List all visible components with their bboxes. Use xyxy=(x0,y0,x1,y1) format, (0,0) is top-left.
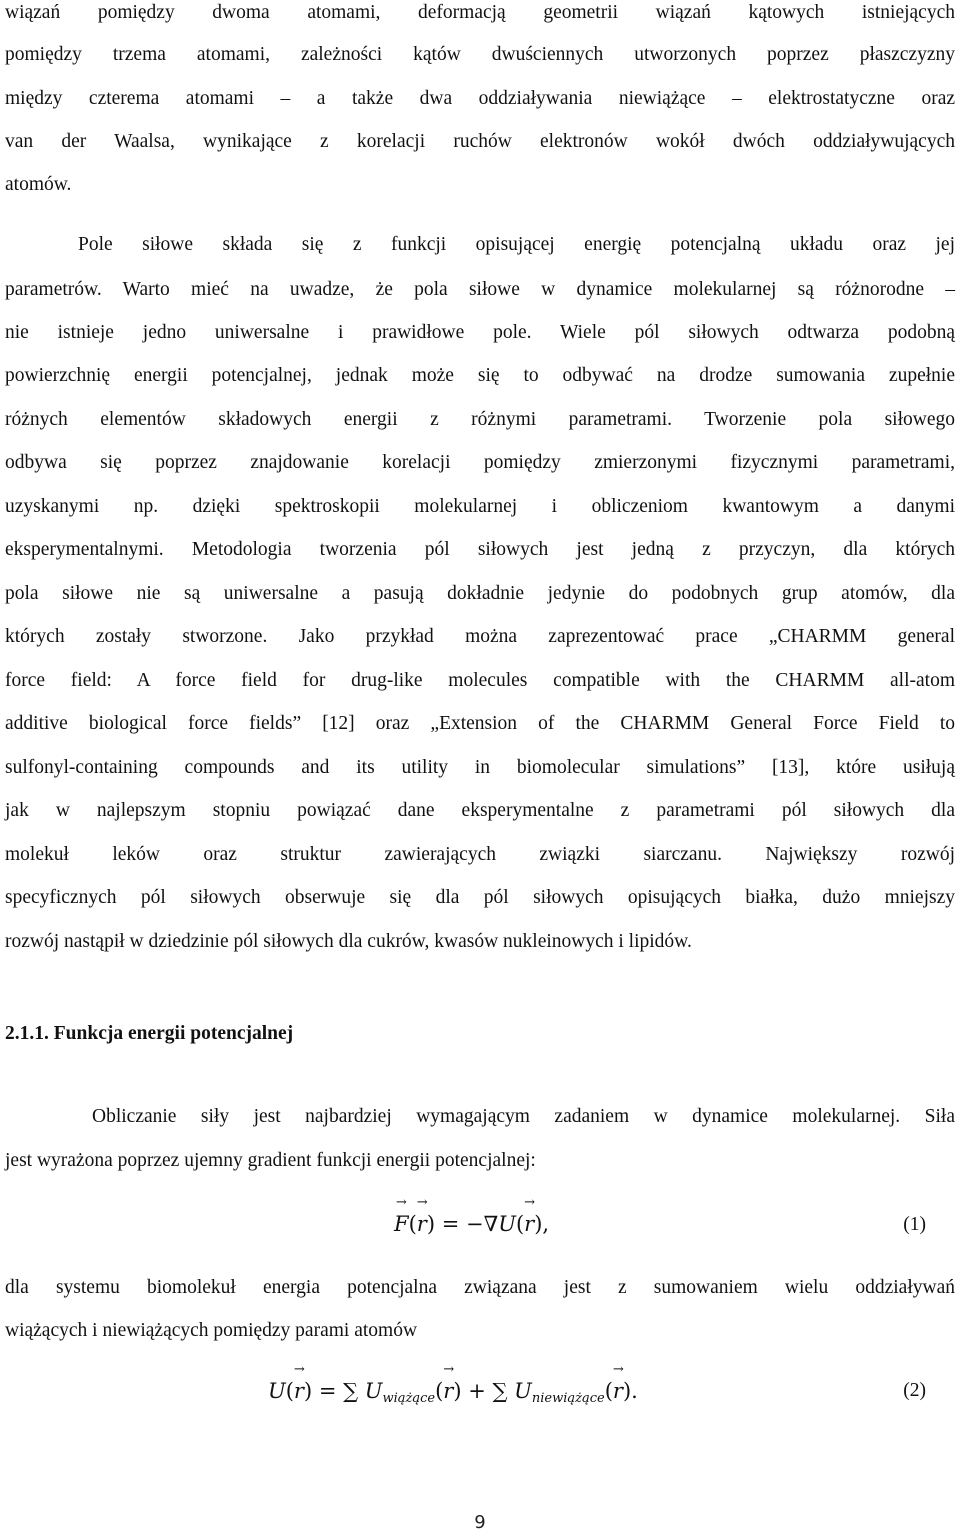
text-line: uzyskanymi np. dzięki spektroskopii molekularnej i obliczeniom kwantowym a danymi xyxy=(5,496,955,517)
nonbonded-subscript: niewiążące xyxy=(531,1391,605,1406)
text-line: atomów. xyxy=(5,174,72,195)
page-number: 9 xyxy=(474,1512,486,1533)
section-heading: 2.1.1. Funkcja energii potencjalnej xyxy=(5,1023,294,1044)
position-vector: → r xyxy=(524,1209,534,1239)
text-line: additive biological force fields” [12] oraz „Extension of the CHARMM General Force Field to xyxy=(5,713,955,734)
text-line: pola siłowe nie są uniwersalne a pasują dokładnie jedynie do podobnych grup atomów, dla xyxy=(5,583,955,604)
position-vector: → r xyxy=(294,1376,304,1406)
text-line: van der Waalsa, wynikające z korelacji ruchów elektronów wokół dwóch oddziaływujących xyxy=(5,131,955,152)
text-line: pomiędzy trzema atomami, zależności kątów dwuściennych utworzonych poprzez płaszczyzny xyxy=(5,44,955,65)
text-line: wiążących i niewiążących pomiędzy parami atomów xyxy=(5,1320,418,1341)
potential-symbol: U xyxy=(364,1379,383,1403)
text-line: nie istnieje jedno uniwersalne i prawidłowe pole. Wiele pól siłowych odtwarza podobną xyxy=(5,322,955,343)
text-line: rozwój nastąpił w dziedzinie pól siłowych dla cukrów, kwasów nukleinowych i lipidów. xyxy=(5,931,692,952)
equation-1: → F(→ r) = −∇U(→ r), xyxy=(394,1209,549,1239)
text-line: sulfonyl-containing compounds and its utility in biomolecular simulations” [13], które usiłują xyxy=(5,757,955,778)
equation-tail: ). xyxy=(622,1379,638,1403)
equation-tail: ), xyxy=(534,1212,550,1236)
position-vector: → r xyxy=(443,1376,453,1406)
text-line: Obliczanie siły jest najbardziej wymagającym zadaniem w dynamice molekularnej. Siła xyxy=(92,1106,955,1127)
text-line: specyficznych pól siłowych obserwuje się dla pól siłowych opisujących białka, dużo mniejszy xyxy=(5,887,955,908)
text-line: jest wyrażona poprzez ujemny gradient funkcji energii potencjalnej: xyxy=(5,1150,536,1171)
equation-number: (1) xyxy=(903,1214,926,1235)
equation-operator: ) = ∑ xyxy=(303,1379,365,1403)
potential-symbol: U xyxy=(268,1379,286,1403)
equation-number: (2) xyxy=(903,1380,926,1401)
text-line: Pole siłowe składa się z funkcji opisującej energię potencjalną układu oraz jej xyxy=(78,234,955,255)
text-line: powierzchnię energii potencjalnej, jednak może się to odbywać na drodze sumowania zupełnie xyxy=(5,365,955,386)
equation-operator: ) + ∑ xyxy=(453,1379,515,1403)
equation-operator: = −∇ xyxy=(441,1212,499,1236)
text-line: dla systemu biomolekuł energia potencjalna związana jest z sumowaniem wielu oddziaływań xyxy=(5,1277,955,1298)
position-vector: → r xyxy=(417,1209,427,1239)
text-line: odbywa się poprzez znajdowanie korelacji pomiędzy zmierzonymi fizycznymi parametrami, xyxy=(5,452,955,473)
position-vector: → r xyxy=(613,1376,623,1406)
text-line: wiązań pomiędzy dwoma atomami, deformacją geometrii wiązań kątowych istniejących xyxy=(5,2,955,23)
text-line: różnych elementów składowych energii z różnymi parametrami. Tworzenie pola siłowego xyxy=(5,409,955,430)
text-line: których zostały stworzone. Jako przykład można zaprezentować prace „CHARMM general xyxy=(5,626,955,647)
text-line: parametrów. Warto mieć na uwadze, że pola siłowe w dynamice molekularnej są różnorodne – xyxy=(5,279,955,300)
text-line: między czterema atomami – a także dwa oddziaływania niewiążące – elektrostatyczne oraz xyxy=(5,88,955,109)
equation-2: U(→ r) = ∑ $U_{wiążące}(\to r)$ + ∑ $U_{niewiążące}(\to r)$. xyxy=(268,1376,638,1414)
text-line: molekuł leków oraz struktur zawierających związki siarczanu. Największy rozwój xyxy=(5,844,955,865)
text-line: force field: A force field for drug-like molecules compatible with the CHARMM all-atom xyxy=(5,670,955,691)
potential-symbol: U xyxy=(498,1212,516,1236)
text-line: jak w najlepszym stopniu powiązać dane eksperymentalne z parametrami pól siłowych dla xyxy=(5,800,955,821)
bonded-subscript: wiążące xyxy=(382,1391,436,1406)
force-vector: → F xyxy=(394,1209,409,1239)
potential-symbol: U xyxy=(514,1379,532,1403)
text-line: eksperymentalnymi. Metodologia tworzenia pól siłowych jest jedną z przyczyn, dla których xyxy=(5,539,955,560)
